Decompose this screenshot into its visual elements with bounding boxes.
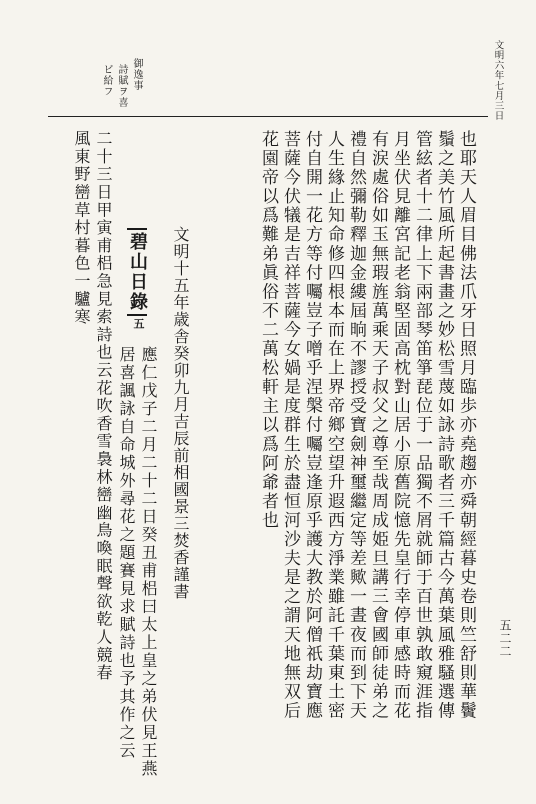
entry-column-2: 居喜諷詠自命城外尋花之題賽見求賦詩也予其作之云 (117, 346, 136, 760)
side-note-line-1: 詩賦ヲ喜 (116, 64, 127, 108)
text-column-8: 付自開一花方等付囑豈子噌乎涅槃付囑豈逢原乎護大教於阿僧祇劫寶應 (302, 130, 322, 721)
text-column-10: 花園帝以爲難弟眞俗不二萬松軒主以爲阿爺者也 (258, 130, 278, 531)
text-column-6: 禮自然彌勒釋迦金縷屆晌不謬授受寶劍神璽繼定等差歟一晝夜而到下天 (346, 130, 366, 721)
text-column-2: 鬚之美竹風所起書畫之妙松雪蔑如詠詩歌者三千篇古今萬葉風雅騷選傳 (434, 130, 454, 721)
side-note-title: 御逸事 (131, 58, 142, 91)
text-column-1: 也耶天人眉目佛法爪牙日照月臨歩亦堯趨亦舜朝經暮史卷則竺舒則華鬢 (456, 130, 476, 721)
entry-column-3: 二十三日甲寅甫梠急見索詩也云花吹香雪裊林巒幽鳥喚眠聲欲乾人競春 (94, 130, 113, 682)
header-rule (48, 116, 488, 117)
entry-column-4: 風東野巒草村暮色一驢寒 (72, 130, 91, 326)
colophon: 文明十五年歳舎癸卯九月吉辰前相國景三焚香謹書 (171, 226, 190, 600)
section-title: 碧山日錄 (127, 228, 147, 316)
text-column-3: 管絃者十二律上下兩部琴笛箏琵位于一品獨不屑就師于百世孰敢窺涯指 (412, 130, 432, 721)
header-date: 文明六年七月三日 (492, 40, 504, 121)
entry-column-1: 應仁戊子二月二十二日癸丑甫梠曰太上皇之弟伏見王燕 (139, 346, 158, 778)
side-note-line-2: ビ給フ (101, 64, 112, 97)
text-column-7: 人生緣止知命修四根本而在上界帝鄉空望升遐西方淨業雖託千葉東土密 (324, 130, 344, 721)
text-column-5: 有涙處俗如玉無瑕旌萬乘天子叔父之尊至哉周成姫旦講三會國師徒弟之 (368, 130, 388, 721)
text-column-4: 月坐伏見離宮記老翁堅固高枕對山居小原舊院憶先皇行幸停車感時而花 (390, 130, 410, 721)
text-column-9: 菩薩今伏犠是吉祥菩薩今女媧是度群生於盡恒河沙夫是之謂天地無双后 (280, 130, 300, 721)
section-number: 五 (132, 318, 145, 329)
page-number: 五二二 (498, 619, 512, 658)
